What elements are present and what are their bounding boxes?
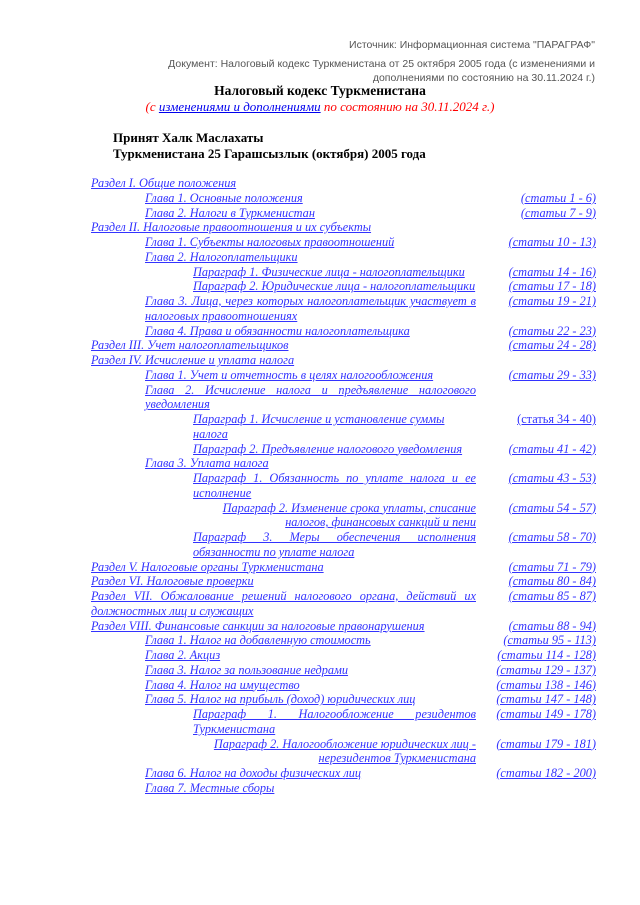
- toc-link[interactable]: Раздел III. Учет налогоплательщиков: [91, 338, 289, 353]
- toc-link[interactable]: Параграф 1. Исчисление и установление суммы налога: [193, 412, 445, 441]
- toc-articles-link[interactable]: (статьи 24 - 28): [508, 338, 596, 353]
- toc-articles-link[interactable]: (статьи 114 - 128): [497, 648, 596, 662]
- toc-link[interactable]: Параграф 2. Юридические лица - налогоплательщики: [193, 279, 476, 294]
- toc-chapter: [91, 250, 596, 265]
- toc-articles-link[interactable]: (статьи 95 - 113): [503, 633, 596, 648]
- subtitle-suffix: по состоянию на 30.11.2024 г.): [320, 99, 495, 114]
- source-document: Документ: Налоговый кодекс Туркменистана от 25 октября 2005 года (с изменениями и дополнениями по состоянию на 30.11.2024 г.): [168, 58, 595, 84]
- toc-chapter: [91, 206, 596, 221]
- toc-link[interactable]: Глава 4. Налог на имущество: [145, 677, 300, 692]
- toc-articles-link[interactable]: (статьи 88 - 94): [508, 618, 596, 633]
- toc-articles-link[interactable]: (статьи 182 - 200): [496, 766, 596, 780]
- toc-link[interactable]: Глава 2. Налогоплательщики: [145, 249, 298, 264]
- toc-paragraph: [91, 265, 596, 280]
- toc-link[interactable]: Раздел V. Налоговые органы Туркменистана: [91, 559, 324, 574]
- toc-link[interactable]: Глава 2. Исчисление налога и предъявление налогового уведомления: [145, 382, 476, 412]
- toc-link[interactable]: Раздел I. Общие положения: [91, 176, 237, 190]
- toc-chapter: [91, 294, 596, 324]
- toc-chapter: [91, 692, 596, 707]
- toc-articles-link[interactable]: (статьи 80 - 84): [508, 574, 596, 589]
- toc-paragraph: [91, 412, 596, 442]
- toc-link[interactable]: Раздел IV. Исчисление и уплата налога: [91, 353, 295, 367]
- toc-section-2: [91, 220, 596, 235]
- toc-link[interactable]: Параграф 1. Физические лица - налогоплательщики: [193, 264, 465, 279]
- toc-section-7: [91, 589, 596, 619]
- toc-link[interactable]: Раздел VIII. Финансовые санкции за налоговые правонарушения: [91, 618, 425, 633]
- toc-articles-link[interactable]: (статьи 138 - 146): [496, 677, 596, 692]
- toc-link[interactable]: Глава 5. Налог на прибыль (доход) юридических лиц: [145, 692, 416, 707]
- toc-paragraph: [91, 501, 596, 531]
- toc-articles-link[interactable]: (статьи 179 - 181): [496, 736, 596, 751]
- toc-link[interactable]: Параграф 1. Обязанность по уплате налога и ее исполнение: [193, 471, 476, 500]
- toc-chapter: [91, 191, 596, 206]
- toc-link[interactable]: Параграф 2. Изменение срока уплаты, списание налогов, финансовых санкций и пени: [222, 500, 476, 530]
- toc-link[interactable]: Глава 1. Субъекты налоговых правоотношений: [145, 235, 395, 249]
- toc-link[interactable]: Глава 2. Акциз: [145, 648, 221, 662]
- adoption-line-1: Принят Халк Маслахаты: [113, 130, 264, 145]
- toc-link[interactable]: Параграф 3. Меры обеспечения исполнения обязанности по уплате налога: [193, 530, 476, 559]
- toc-chapter: [91, 663, 596, 678]
- toc-link[interactable]: Глава 7. Местные сборы: [145, 780, 275, 795]
- toc-articles-link[interactable]: (статьи 149 - 178): [496, 707, 596, 721]
- toc-articles-link[interactable]: (статьи 71 - 79): [508, 559, 596, 574]
- toc-paragraph: [91, 471, 596, 501]
- toc-link[interactable]: Параграф 1. Налогообложение резидентов Туркменистана: [193, 707, 476, 736]
- amendments-link[interactable]: изменениями и дополнениями: [158, 99, 321, 114]
- toc-articles-link[interactable]: (статьи 19 - 21): [508, 294, 596, 308]
- toc-paragraph: [91, 530, 596, 560]
- toc-articles-link[interactable]: (статьи 22 - 23): [508, 323, 596, 338]
- toc-link[interactable]: Глава 2. Налоги в Туркменистан: [145, 205, 315, 220]
- toc-articles-link[interactable]: (статьи 10 - 13): [508, 235, 596, 249]
- toc-section-6: [91, 574, 596, 589]
- toc-chapter: [91, 324, 596, 339]
- toc-chapter: [91, 766, 596, 781]
- toc-paragraph: [91, 279, 596, 294]
- toc-link[interactable]: Глава 3. Лица, через которых налогоплательщик участвует в налоговых правоотношениях: [145, 294, 476, 323]
- toc-link[interactable]: Параграф 2. Предъявление налогового уведомления: [193, 441, 463, 456]
- toc-link[interactable]: Глава 6. Налог на доходы физических лиц: [145, 766, 362, 780]
- document-title: Налоговый кодекс Туркменистана: [214, 83, 426, 98]
- toc-section-1: [91, 176, 596, 191]
- toc-link[interactable]: Параграф 2. Налогообложение юридических лиц - нерезидентов Туркменистана: [213, 736, 476, 766]
- toc-link[interactable]: Раздел II. Налоговые правоотношения и их субъекты: [91, 220, 372, 235]
- toc-link[interactable]: Раздел VII. Обжалование решений налогового органа, действий их должностных лиц и служащих: [91, 589, 476, 618]
- toc-articles-link[interactable]: (статьи 147 - 148): [496, 692, 596, 707]
- adoption-line-2: Туркменистана 25 Гарашсызлык (октября) 2005 года: [113, 146, 426, 161]
- toc-chapter: [91, 678, 596, 693]
- toc-articles-link[interactable]: (статьи 7 - 9): [520, 205, 596, 220]
- toc-chapter: [91, 648, 596, 663]
- subtitle-prefix: (с: [145, 99, 159, 114]
- toc-paragraph: [91, 707, 596, 737]
- toc-section-8: [91, 619, 596, 634]
- toc-articles-link[interactable]: (статьи 29 - 33): [508, 367, 596, 382]
- toc-articles-link[interactable]: (статьи 129 - 137): [496, 662, 596, 677]
- toc-link[interactable]: Раздел VI. Налоговые проверки: [91, 574, 254, 589]
- toc-chapter: [91, 368, 596, 383]
- toc-articles-link[interactable]: (статья 34 - 40): [517, 412, 596, 426]
- toc-articles-link[interactable]: (статьи 14 - 16): [508, 264, 596, 279]
- toc-link[interactable]: Глава 1. Учет и отчетность в целях налогообложения: [145, 367, 434, 382]
- toc-section-3: [91, 338, 596, 353]
- toc-section-5: [91, 560, 596, 575]
- source-system: Источник: Информационная система "ПАРАГРАФ": [349, 39, 595, 51]
- toc-link[interactable]: Глава 3. Уплата налога: [145, 456, 269, 471]
- toc-chapter: [91, 235, 596, 250]
- toc-link[interactable]: Глава 1. Налог на добавленную стоимость: [145, 633, 371, 648]
- toc-link[interactable]: Глава 4. Права и обязанности налогоплательщика: [145, 323, 410, 338]
- toc-chapter: [91, 781, 596, 796]
- toc-chapter: [91, 456, 596, 471]
- toc-articles-link[interactable]: (статьи 41 - 42): [508, 441, 596, 456]
- adoption-note: [113, 130, 426, 162]
- toc-chapter: [91, 383, 596, 413]
- toc-section-4: [91, 353, 596, 368]
- toc-articles-link[interactable]: (статьи 54 - 57): [508, 500, 596, 515]
- toc-paragraph: [91, 442, 596, 457]
- toc-articles-link[interactable]: (статьи 1 - 6): [520, 190, 596, 205]
- toc-link[interactable]: Глава 3. Налог за пользование недрами: [145, 662, 349, 677]
- toc-articles-link[interactable]: (статьи 43 - 53): [508, 471, 596, 485]
- table-of-contents: [91, 176, 596, 796]
- document-subtitle: [0, 99, 640, 115]
- toc-articles-link[interactable]: (статьи 85 - 87): [508, 589, 596, 603]
- toc-chapter: [91, 633, 596, 648]
- toc-articles-link[interactable]: (статьи 58 - 70): [508, 530, 596, 544]
- toc-articles-link[interactable]: (статьи 17 - 18): [508, 279, 596, 294]
- toc-link[interactable]: Глава 1. Основные положения: [145, 190, 303, 205]
- toc-paragraph: [91, 737, 596, 767]
- source-info: [135, 38, 595, 85]
